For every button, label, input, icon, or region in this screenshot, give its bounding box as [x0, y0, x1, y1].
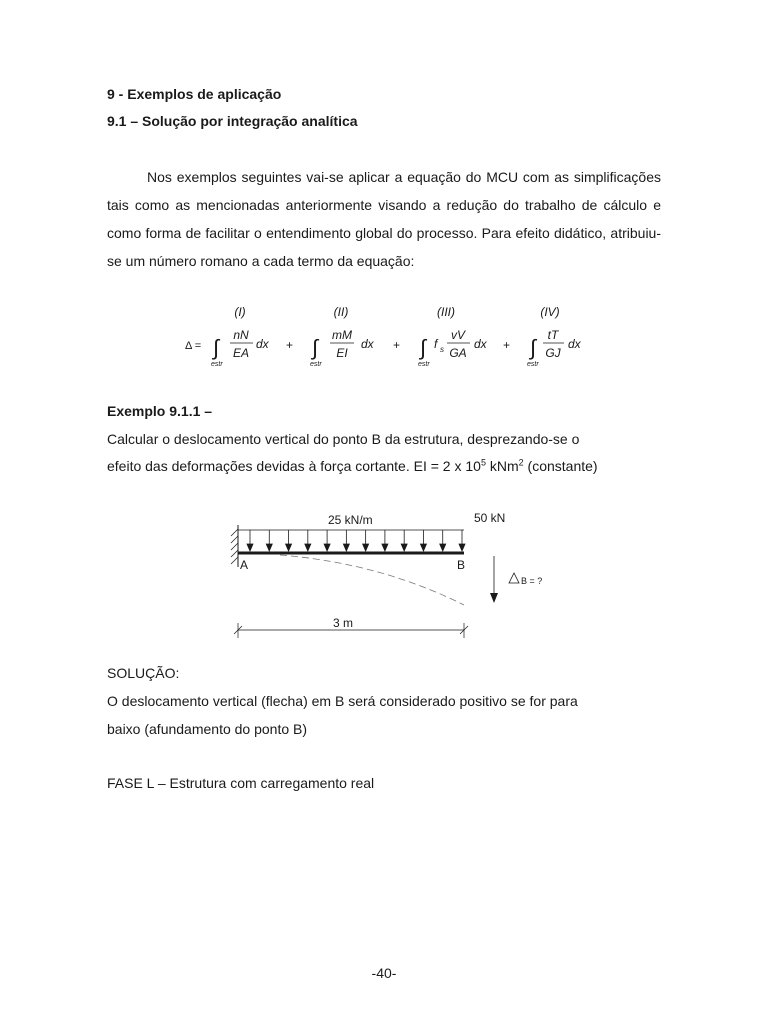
intro-paragraph	[107, 163, 661, 275]
dx-iii: dx	[474, 337, 487, 351]
integral-limit-iv: estr	[527, 361, 539, 368]
example-line-2	[107, 458, 598, 474]
integral-sign-i: ∫	[213, 335, 220, 360]
fixed-support-hatch	[231, 529, 238, 564]
load-arrow-head	[363, 544, 369, 551]
load-arrow-head	[401, 544, 407, 551]
dx-i: dx	[256, 337, 269, 351]
point-b-label: B	[457, 558, 466, 572]
integral-sign-iii: ∫	[420, 335, 427, 360]
phase-l-line: FASE L – Estrutura com carregamento real	[107, 775, 375, 791]
delta-lhs: Δ =	[185, 340, 202, 352]
example-line-2-a: efeito das deformações devidas à força cortante. EI = 2 x 10	[107, 458, 481, 474]
example-line-2-c: (constante)	[523, 458, 598, 474]
solution-line-2: baixo (afundamento do ponto B)	[107, 721, 308, 737]
cantilever-beam-figure	[220, 505, 543, 650]
delta-symbol-icon	[509, 573, 519, 583]
fs-subscript: s	[440, 345, 444, 354]
exponent-2: 2	[518, 457, 524, 468]
exponent-5: 5	[480, 457, 486, 468]
term-label-i: (I)	[234, 305, 246, 319]
denominator-ii: EI	[336, 346, 348, 360]
dx-iv: dx	[568, 337, 581, 351]
denominator-iv: GJ	[545, 346, 561, 360]
distributed-load-arrows	[247, 530, 465, 551]
load-arrow-head	[247, 544, 253, 551]
term-label-iv: (IV)	[540, 305, 560, 319]
numerator-iii: vV	[450, 328, 466, 342]
plus-3: +	[503, 338, 511, 352]
numerator-ii: mM	[332, 328, 352, 342]
solution-line-1: O deslocamento vertical (flecha) em B será considerado positivo se for para	[107, 693, 578, 709]
load-arrow-head	[382, 544, 388, 551]
numerator-i: nN	[233, 328, 249, 342]
numerator-iv: tT	[547, 328, 559, 342]
example-line-2-b: kNm	[485, 458, 519, 474]
load-arrow-head	[266, 544, 272, 551]
delta-b-label: B = ?	[521, 576, 543, 586]
fs-symbol: f	[434, 337, 438, 351]
load-arrow-head	[305, 544, 311, 551]
load-arrow-head	[343, 544, 349, 551]
example-line-1: Calcular o deslocamento vertical do ponto B da estrutura, desprezando-se o	[107, 431, 580, 447]
section-title: 9 - Exemplos de aplicação	[107, 86, 282, 102]
denominator-i: EA	[232, 346, 250, 360]
load-arrow-head	[420, 544, 426, 551]
plus-1: +	[286, 338, 294, 352]
integral-sign-ii: ∫	[312, 335, 319, 360]
displacement-arrowhead	[490, 593, 498, 603]
solution-title: SOLUÇÃO:	[107, 665, 180, 681]
denominator-iii: GA	[449, 346, 467, 360]
section-subtitle: 9.1 – Solução por integração analítica	[107, 113, 358, 129]
integral-limit-i: estr	[211, 361, 223, 368]
span-label: 3 m	[333, 616, 354, 630]
load-arrow-head	[324, 544, 330, 551]
page-number: -40-	[371, 965, 397, 981]
point-a-label: A	[240, 558, 249, 572]
term-label-ii: (II)	[333, 305, 349, 319]
load-arrow-head	[286, 544, 292, 551]
example-title: Exemplo 9.1.1 –	[107, 403, 213, 419]
term-label-iii: (III)	[437, 305, 455, 319]
integral-sign-iv: ∫	[530, 335, 537, 360]
dx-ii: dx	[361, 337, 374, 351]
load-arrow-head	[440, 544, 446, 551]
deflected-shape	[280, 555, 464, 605]
integral-limit-ii: estr	[310, 361, 322, 368]
load-label: 25 kN/m	[328, 513, 373, 527]
force-label: 50 kN	[474, 511, 506, 525]
integral-limit-iii: estr	[418, 361, 430, 368]
intro-text: Nos exemplos seguintes vai-se aplicar a equação do MCU com as simplificações tais como as mencionadas anteriormente visando a redução do trabalho de cálculo e como forma de facilitar o entendimento global do processo. Para efeito didático, atribuiu-se um número romano a cada termo da equação:	[107, 169, 661, 269]
load-arrow-head	[459, 544, 465, 551]
plus-2: +	[393, 338, 401, 352]
